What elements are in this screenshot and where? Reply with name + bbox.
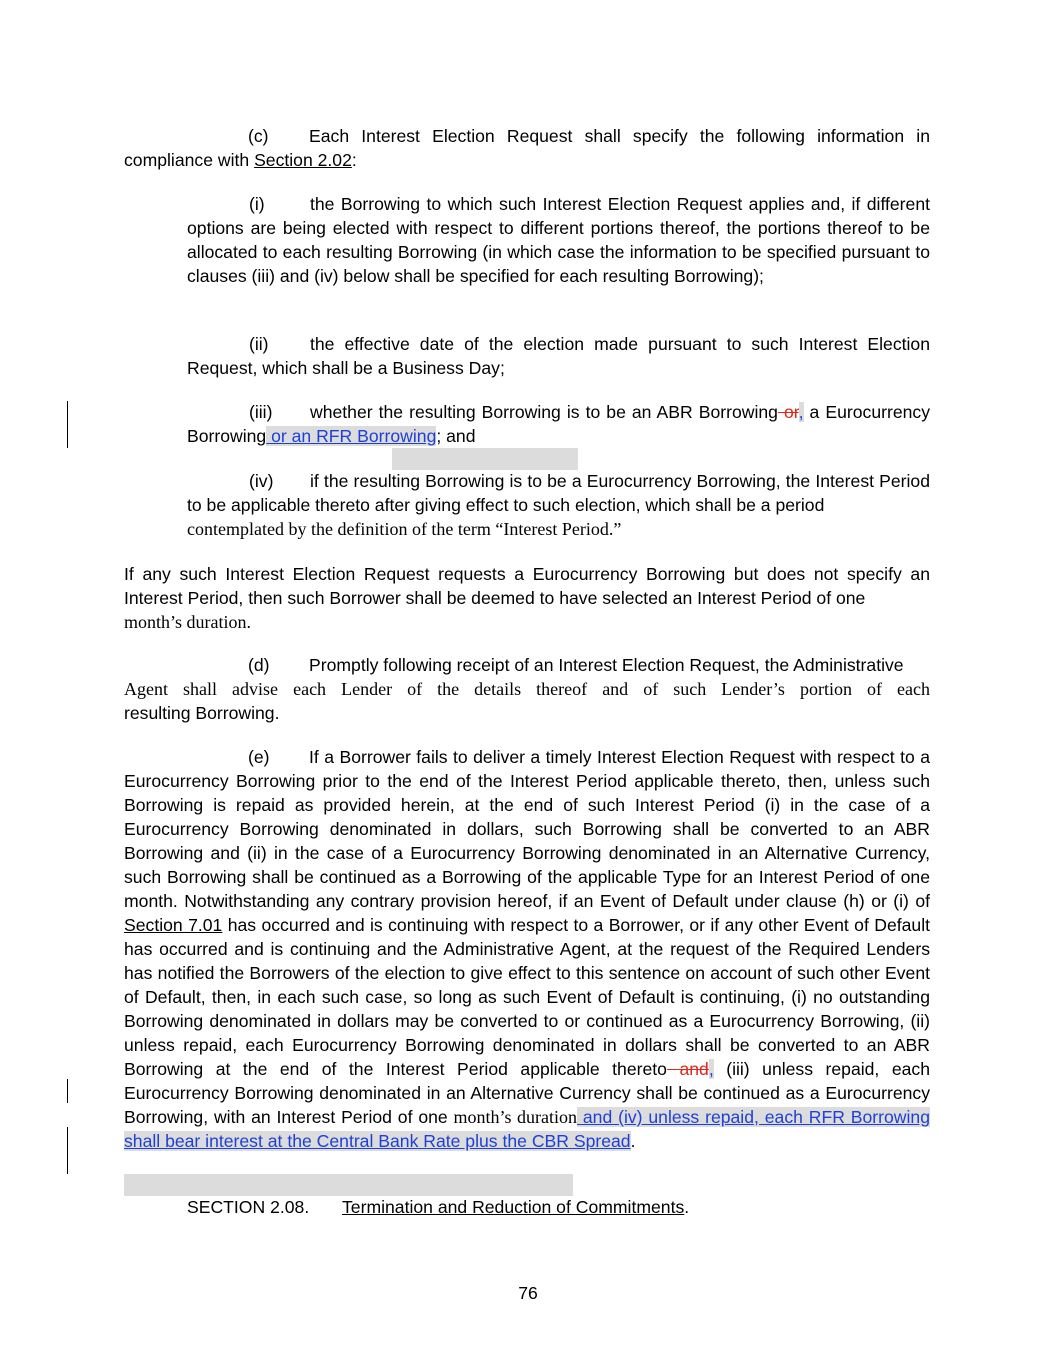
- clause-label: (i): [249, 194, 265, 214]
- inserted-text: and (iv) unless repaid, each RFR Borrowing shall bear interest at the Central Bank Rate plus the CBR Spread: [124, 1107, 930, 1151]
- deleted-text: and: [666, 1059, 709, 1079]
- clause-iv: (iv) if the resulting Borrowing is to be a Eurocurrency Borrowing, the Interest Period to be applicable thereto after giving effect to such election, which shall be a period contemplated by the definition of the term “Interest Period.”: [187, 471, 930, 539]
- paragraph-if-any: If any such Interest Election Request requests a Eurocurrency Borrowing but does not specify an Interest Period, then such Borrower shall be deemed to have selected an Interest Period of one month’s duration.: [124, 564, 930, 632]
- clause-label: (ii): [249, 334, 269, 354]
- clause-label: (iv): [249, 471, 274, 491]
- paragraph-e: (e) If a Borrower fails to deliver a timely Interest Election Request with respect to a Eurocurrency Borrowing prior to the end of the Interest Period applicable thereto, then, unless such Borrowing is repaid as provided herein, at the end of such Interest Period (i) in the case of a Eurocurrency Borrowing denominated in dollars, such Borrowing shall be converted to an ABR Borrowing and (ii) in the case of a Eurocurrency Borrowing denominated in an Alternative Currency, such Borrowing shall be continued as a Borrowing of the applicable Type for an Interest Period of one month. Notwithstanding any contrary provision hereof, if an Event of Default under clause (h) or (i) of Section 7.01 has occurred and is continuing with respect to a Borrower, or if any other Event of Default has occurred and is continuing and the Administrative Agent, at the request of the Required Lenders has notified the Borrowers of the election to give effect to this sentence on account of such other Event of Default, then, in each such case, so long as such Event of Default is continuing, (i) no outstanding Borrowing denominated in dollars may be converted to or continued as a Eurocurrency Borrowing, (ii) unless repaid, each Eurocurrency Borrowing denominated in dollars shall be converted to an ABR Borrowing at the end of the Interest Period applicable thereto and, (iii) unless repaid, each Eurocurrency Borrowing denominated in an Alternative Currency shall be continued as a Eurocurrency Borrowing, with an Interest Period of one month’s duration and (iv) unless repaid, each RFR Borrowing shall bear interest at the Central Bank Rate plus the CBR Spread.: [124, 747, 930, 1151]
- inserted-text: or an RFR Borrowing: [266, 426, 437, 446]
- change-bar: [67, 1079, 68, 1103]
- clause-label: (iii): [249, 402, 273, 422]
- paragraph-d: (d) Promptly following receipt of an Interest Election Request, the Administrative Agent shall advise each Lender of the details thereof and of such Lender’s portion of each resulting Borrowing.: [124, 655, 930, 723]
- revision-shading: [124, 1174, 573, 1196]
- change-bar: [67, 401, 68, 448]
- section-number: SECTION 2.08.: [187, 1197, 310, 1217]
- paragraph-label: (c): [248, 126, 269, 146]
- paragraph-label: (d): [248, 655, 270, 675]
- section-reference-link[interactable]: Section 7.01: [124, 915, 223, 935]
- section-heading: SECTION 2.08. Termination and Reduction of Commitments.: [187, 1197, 690, 1217]
- inserted-text: ,: [708, 1059, 714, 1079]
- inserted-text: ,: [798, 402, 804, 422]
- section-title: Termination and Reduction of Commitments: [342, 1197, 685, 1217]
- paragraph-label: (e): [248, 747, 270, 767]
- change-bar: [67, 1127, 68, 1174]
- clause-iii: (iii) whether the resulting Borrowing is to be an ABR Borrowing or, a Eurocurrency Borrowing or an RFR Borrowing; and: [187, 402, 930, 446]
- page-number: 76: [518, 1283, 538, 1303]
- deleted-text: or: [777, 402, 799, 422]
- paragraph-c: (c) Each Interest Election Request shall specify the following information in compliance with Section 2.02:: [124, 126, 930, 170]
- clause-ii: (ii) the effective date of the election made pursuant to such Interest Election Request, which shall be a Business Day;: [187, 334, 930, 378]
- revision-shading: [392, 448, 578, 470]
- section-reference-link[interactable]: Section 2.02: [254, 150, 352, 170]
- clause-i: (i) the Borrowing to which such Interest Election Request applies and, if different options are being elected with respect to different portions thereof, the portions thereof to be allocated to each resulting Borrowing (in which case the information to be specified pursuant to clauses (iii) and (iv) below shall be specified for each resulting Borrowing);: [187, 194, 930, 286]
